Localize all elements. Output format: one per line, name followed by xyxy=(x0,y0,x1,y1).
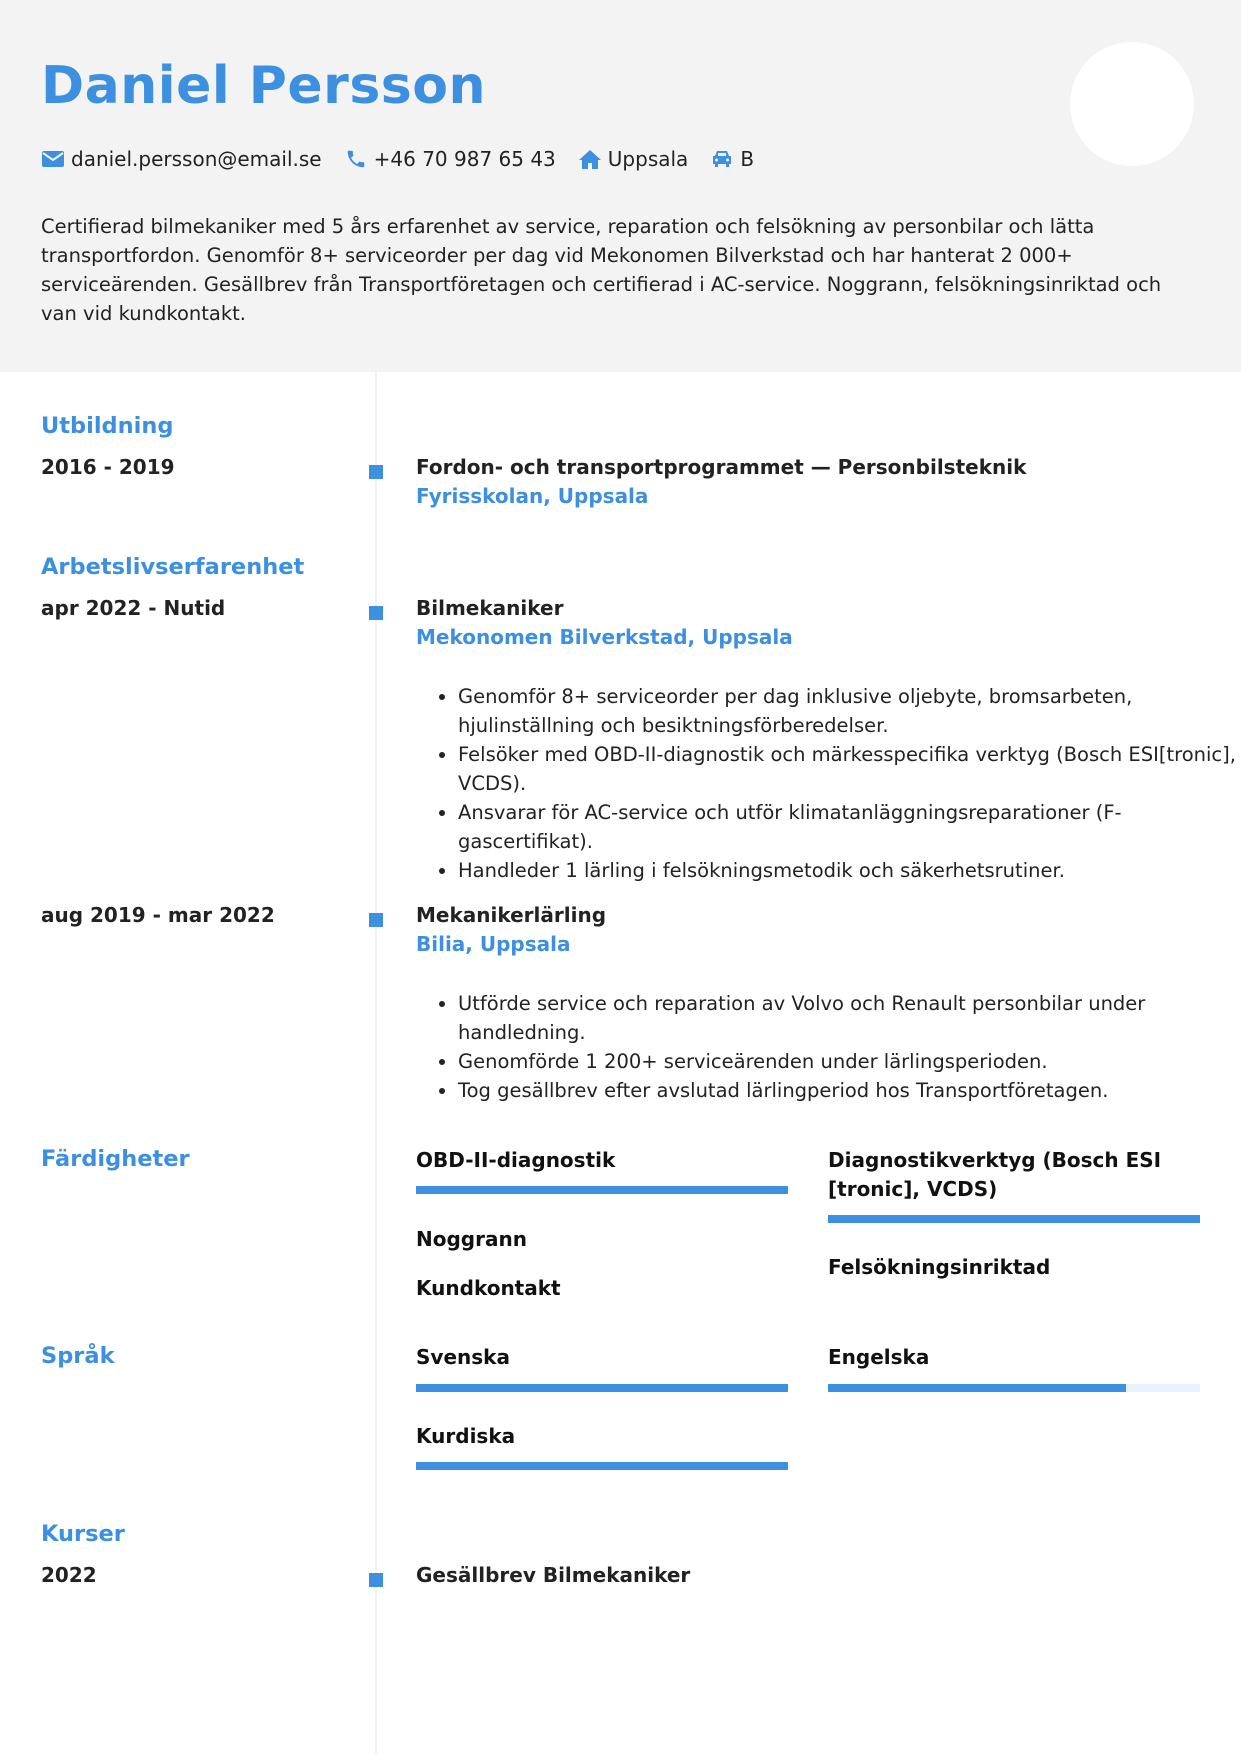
list-item: • Genomförde 1 200+ serviceärenden under lärlingsperioden. xyxy=(458,1047,1241,1076)
language-level-fill xyxy=(416,1384,788,1392)
section-title-experience: Arbetslivserfarenhet xyxy=(41,554,305,580)
course-dates: 2022 xyxy=(41,1563,97,1587)
job-title: Bilmekaniker xyxy=(416,596,564,620)
job-employer: Bilia, Uppsala xyxy=(416,932,571,956)
skill-level-bar xyxy=(828,1215,1200,1223)
contact-email[interactable] xyxy=(41,147,322,171)
skill-name: Noggrann xyxy=(416,1227,527,1251)
section-title-courses: Kurser xyxy=(41,1521,125,1547)
job-dates: aug 2019 - mar 2022 xyxy=(41,903,275,927)
skill-name: Diagnostikverktyg (Bosch ESI [tronic], VCDS) xyxy=(828,1148,1162,1201)
profile-summary: Certifierad bilmekaniker med 5 års erfarenhet av service, reparation och felsökning av personbilar och lätta transportfordon. Genomför 8+ serviceorder per dag vid Mekonomen Bilverkstad och har hanterat 2 000+ serviceärenden. Gesällbrev från Transportföretagen och certifierad i AC-service. Noggrann, felsökningsinriktad och van vid kundkontakt. xyxy=(41,215,1162,325)
list-item: • Utförde service och reparation av Volvo och Renault personbilar under handledning. xyxy=(458,989,1241,1047)
phone-icon xyxy=(344,148,368,170)
timeline-marker xyxy=(369,465,383,479)
header-band xyxy=(0,0,1241,372)
language-name: Engelska xyxy=(828,1345,930,1369)
education-title: Fordon- och transportprogrammet — Personbilsteknik xyxy=(416,455,1027,479)
email-text: daniel.persson@email.se xyxy=(71,147,322,171)
license-text: B xyxy=(740,147,755,171)
list-item: • Felsöker med OBD-II-diagnostik och märkesspecifika verktyg (Bosch ESI[tronic], VCDS). xyxy=(458,740,1241,798)
list-item: • Genomför 8+ serviceorder per dag inklusive oljebyte, bromsarbeten, hjulinställning och besiktningsförberedelser. xyxy=(458,682,1241,740)
language-level-bar xyxy=(828,1384,1200,1392)
list-item: • Handleder 1 lärling i felsökningsmetodik och säkerhetsrutiner. xyxy=(458,856,1241,885)
city-text: Uppsala xyxy=(607,147,689,171)
home-icon xyxy=(578,148,602,170)
language-level-bar xyxy=(416,1462,788,1470)
language-name: Kurdiska xyxy=(416,1424,516,1448)
job-bullets xyxy=(416,989,1241,1105)
language-name: Svenska xyxy=(416,1345,510,1369)
skill-name: Felsökningsinriktad xyxy=(828,1255,1051,1279)
job-title: Mekanikerlärling xyxy=(416,903,607,927)
language-level-fill xyxy=(828,1384,1126,1392)
skill-name: Kundkontakt xyxy=(416,1276,561,1300)
language-level-bar xyxy=(416,1384,788,1392)
job-bullets xyxy=(416,682,1241,885)
section-title-education: Utbildning xyxy=(41,413,174,439)
candidate-name: Daniel Persson xyxy=(41,56,486,116)
section-title-languages: Språk xyxy=(41,1343,115,1369)
envelope-icon xyxy=(41,148,65,170)
section-title-skills: Färdigheter xyxy=(41,1146,190,1172)
contact-city xyxy=(578,147,689,171)
phone-text: +46 70 987 65 43 xyxy=(373,147,556,171)
skill-level-bar xyxy=(416,1186,788,1194)
contact-phone[interactable] xyxy=(344,147,556,171)
contact-license xyxy=(710,147,754,171)
contact-row xyxy=(41,144,776,174)
profile-photo-placeholder xyxy=(1070,42,1194,166)
education-dates: 2016 - 2019 xyxy=(41,455,175,479)
education-school: Fyrisskolan, Uppsala xyxy=(416,484,649,508)
list-item: • Tog gesällbrev efter avslutad lärlingperiod hos Transportföretagen. xyxy=(458,1076,1241,1105)
skill-level-fill xyxy=(828,1215,1200,1223)
timeline-divider xyxy=(375,372,377,1754)
timeline-marker xyxy=(369,1573,383,1587)
car-icon xyxy=(710,148,734,170)
list-item: • Ansvarar för AC-service och utför klimatanläggningsreparationer (F-gascertifikat). xyxy=(458,798,1241,856)
course-title: Gesällbrev Bilmekaniker xyxy=(416,1563,691,1587)
timeline-marker xyxy=(369,606,383,620)
job-employer: Mekonomen Bilverkstad, Uppsala xyxy=(416,625,793,649)
job-dates: apr 2022 - Nutid xyxy=(41,596,226,620)
skill-name: OBD-II-diagnostik xyxy=(416,1148,616,1172)
skill-level-fill xyxy=(416,1186,788,1194)
language-level-fill xyxy=(416,1462,788,1470)
timeline-marker xyxy=(369,913,383,927)
